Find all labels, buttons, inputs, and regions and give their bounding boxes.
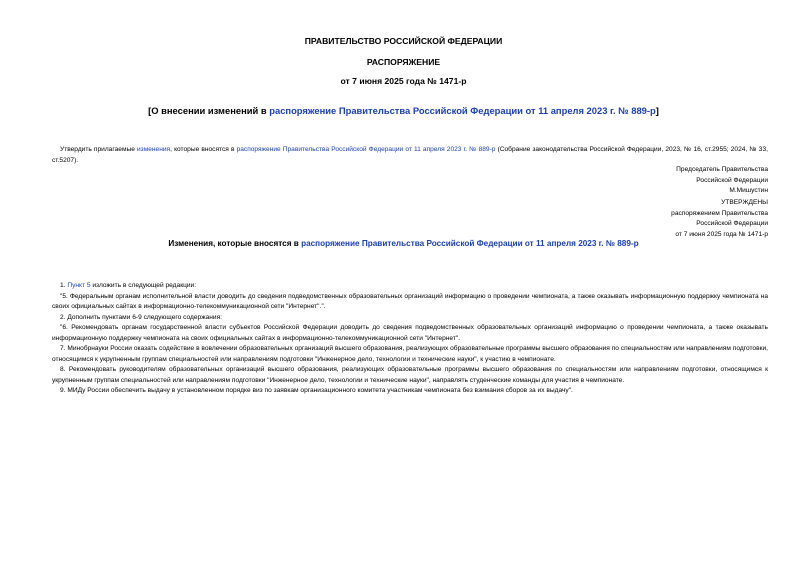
item-2-point-9: 9. МИДу России обеспечить выдачу в установленном порядке виз по заявкам организационного комитета участникам чемпионата без взимания сборов за их выдачу". — [60, 387, 573, 394]
document-date-number: от 7 июня 2025 года № 1471-р — [340, 76, 467, 86]
document-type: РАСПОРЯЖЕНИЕ — [366, 57, 441, 67]
changes-heading-text: Изменения, которые вносятся в — [168, 239, 302, 248]
item-1-rest: изложить в следующей редакции: — [90, 282, 197, 289]
changes-heading — [40, 239, 767, 248]
document-title — [40, 105, 767, 116]
signature-block — [608, 165, 768, 197]
intro-text-1: Утвердить прилагаемые — [60, 146, 137, 153]
item-2-point-7: 7. Минобрнауки России оказать содействие в вовлечении образовательных организаций высшего образования, реализующих образовательные программы высшего образования по специальностям или направлениям подготовки, относящимся к укрупненным группам специальностей или направлениям подготовки "Инженерное дело, технологии и технические науки", к участию в чемпионате. — [52, 345, 768, 363]
item-1 — [52, 281, 768, 292]
approval-line-3: Российской Федерации — [696, 220, 768, 227]
intro-text-3: (Собрание законодательства Российской Федерации, 2023, № 16, ст.2955; 2024, № 33, ст.5207). — [52, 146, 768, 164]
approval-block — [608, 198, 768, 240]
title-open: [О внесении изменений в — [148, 105, 270, 116]
government-heading: ПРАВИТЕЛЬСТВО РОССИЙСКОЙ ФЕДЕРАЦИИ — [304, 36, 503, 46]
approval-line-1: УТВЕРЖДЕНЫ — [721, 199, 768, 206]
intro-paragraph — [52, 145, 768, 166]
item-2-point-8: 8. Рекомендовать руководителям образовательных организаций высшего образования, реализующих образовательные программы высшего образования по специальностям или направлениям подготовки, относящимся к укрупненным группам специальностей или направлениям подготовки "Инженерное дело, технологии и технические науки", направлять студенческие команды для участия в чемпионате. — [52, 366, 768, 384]
intro-text-2: , которые вносятся в — [170, 146, 237, 153]
intro-link-changes[interactable]: изменения — [137, 146, 171, 153]
item-1-prefix: 1. — [60, 282, 68, 289]
item-1-link-punkt-5[interactable]: Пункт 5 — [67, 282, 91, 289]
intro-link-889r[interactable]: распоряжение Правительства Российской Федерации от 11 апреля 2023 г. № 889-р — [236, 146, 496, 153]
changes-heading-link-889r[interactable]: распоряжение Правительства Российской Федерации от 11 апреля 2023 г. № 889-р — [301, 239, 639, 248]
item-2: 2. Дополнить пунктами 6-9 следующего содержания: — [60, 313, 222, 321]
signature-line-1: Председатель Правительства — [676, 166, 768, 173]
changes-list — [52, 281, 768, 397]
approval-line-4: от 7 июня 2025 года № 1471-р — [675, 230, 768, 238]
signature-line-3: М.Мишустин — [729, 187, 768, 194]
title-link-889r[interactable]: распоряжение Правительства Российской Федерации от 11 апреля 2023 г. № 889-р — [269, 105, 656, 116]
item-2-quote-6: "6. Рекомендовать органам государственной власти субъектов Российской Федерации доводить до сведения подведомственных образовательных организаций информацию о проведении чемпионата, а также оказывать информационную поддержку чемпионата на своих официальных сайтах в информационно-телекоммуникационной сети "Интернет". — [52, 324, 768, 342]
approval-line-2: распоряжением Правительства — [671, 209, 768, 217]
signature-line-2: Российской Федерации — [696, 176, 768, 184]
title-close: ] — [655, 105, 659, 116]
item-1-quote: "5. Федеральным органам исполнительной власти доводить до сведения подведомственных образовательных организаций информацию о проведении чемпионата, а также оказывать информационную поддержку чемпионата на своих официальных сайтах в информационно-телекоммуникационной сети "Интернет".". — [52, 292, 768, 310]
